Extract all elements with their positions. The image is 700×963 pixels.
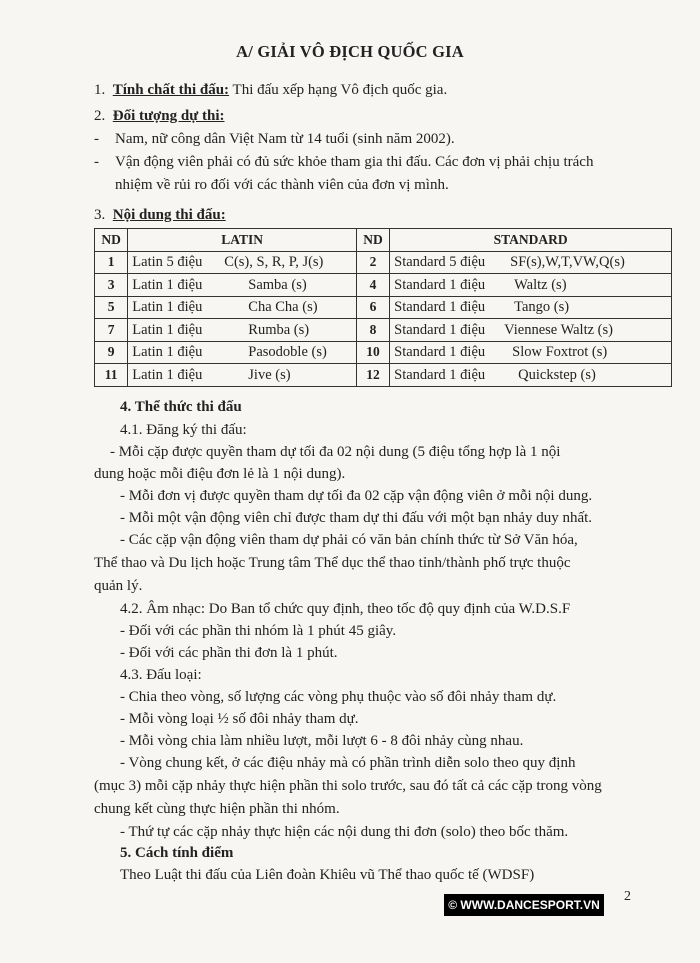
section-1 — [94, 82, 447, 99]
section-5-text: Theo Luật thi đấu của Liên đoàn Khiêu vũ Thể thao quốc tế (WDSF) — [120, 867, 535, 883]
standard-label: Standard 5 điệu — [394, 254, 486, 271]
latin-dances: Rumba (s) — [248, 321, 310, 338]
standard-nd: 2 — [356, 251, 389, 274]
latin-event — [128, 274, 357, 297]
latin-nd: 7 — [95, 319, 128, 342]
section-1-number: 1. — [94, 82, 106, 98]
events-table — [94, 228, 672, 387]
latin-event — [128, 319, 357, 342]
paragraph-4-1-c: - Mỗi đơn vị được quyền tham dự tối đa 02 cặp vận động viên ở mỗi nội dung. — [120, 488, 593, 504]
standard-event — [390, 319, 672, 342]
header-standard: STANDARD — [390, 229, 672, 252]
table-row — [95, 341, 672, 364]
section-1-text: Thi đấu xếp hạng Vô địch quốc gia. — [229, 82, 448, 98]
section-1-heading: Tính chất thi đấu: — [112, 82, 230, 98]
paragraph-4-3-f: chung kết cùng thực hiện phần thi nhóm. — [94, 801, 340, 817]
paragraph-4-2-a: - Đối với các phần thi nhóm là 1 phút 45 giây. — [120, 623, 397, 639]
paragraph-4-1-b: dung hoặc mỗi điệu đơn lẻ là 1 nội dung). — [94, 466, 346, 482]
standard-dances: Quickstep (s) — [518, 366, 596, 383]
section-4-2-heading: 4.2. Âm nhạc: Do Ban tổ chức quy định, theo tốc độ quy định của W.D.S.F — [120, 601, 571, 617]
paragraph-4-3-g: - Thứ tự các cặp nhảy thực hiện các nội dung thi đơn (solo) theo bốc thăm. — [120, 824, 569, 840]
page-number: 2 — [624, 889, 631, 904]
section-2-bullet-1: - — [94, 131, 99, 147]
header-latin: LATIN — [128, 229, 357, 252]
standard-nd: 6 — [356, 296, 389, 319]
standard-label: Standard 1 điệu — [394, 276, 486, 293]
latin-dances: C(s), S, R, P, J(s) — [224, 254, 324, 271]
header-nd-latin: ND — [95, 229, 128, 252]
section-2-bullet-2: - — [94, 154, 99, 170]
latin-label: Latin 1 điệu — [132, 299, 203, 316]
section-3 — [94, 207, 226, 224]
standard-event — [390, 364, 672, 387]
standard-event — [390, 341, 672, 364]
paragraph-4-1-d: - Mỗi một vận động viên chỉ được tham dự thi đấu với một bạn nhảy duy nhất. — [120, 510, 593, 526]
section-2-bullet-2-text-b: nhiệm về rủi ro đối với các thành viên của đơn vị mình. — [115, 177, 449, 193]
standard-nd: 8 — [356, 319, 389, 342]
paragraph-4-3-a: - Chia theo vòng, số lượng các vòng phụ thuộc vào số đôi nhảy tham dự. — [120, 689, 557, 705]
standard-nd: 12 — [356, 364, 389, 387]
standard-dances: SF(s),W,T,VW,Q(s) — [510, 254, 625, 271]
standard-dances: Viennese Waltz (s) — [504, 321, 613, 338]
section-4-1-heading: 4.1. Đăng ký thi đấu: — [120, 422, 247, 438]
standard-label: Standard 1 điệu — [394, 366, 486, 383]
latin-nd: 1 — [95, 251, 128, 274]
latin-label: Latin 1 điệu — [132, 344, 203, 361]
latin-event — [128, 364, 357, 387]
section-2-bullet-2-text-a: Vận động viên phải có đủ sức khỏe tham gia thi đấu. Các đơn vị phải chịu trách — [115, 154, 594, 170]
header-nd-standard: ND — [356, 229, 389, 252]
section-3-heading: Nội dung thi đấu: — [112, 207, 226, 223]
paragraph-4-2-b: - Đối với các phần thi đơn là 1 phút. — [120, 645, 338, 661]
table-row — [95, 319, 672, 342]
table-header-row — [95, 229, 672, 252]
latin-nd: 11 — [95, 364, 128, 387]
standard-label: Standard 1 điệu — [394, 299, 486, 316]
section-4-heading: 4. Thể thức thi đấu — [120, 399, 242, 415]
latin-event — [128, 296, 357, 319]
standard-event — [390, 296, 672, 319]
latin-nd: 3 — [95, 274, 128, 297]
latin-dances: Pasodoble (s) — [248, 344, 327, 361]
section-3-number: 3. — [94, 207, 106, 223]
standard-nd: 4 — [356, 274, 389, 297]
latin-label: Latin 1 điệu — [132, 321, 203, 338]
standard-event — [390, 251, 672, 274]
paragraph-4-1-g: quản lý. — [94, 578, 143, 594]
table-row — [95, 274, 672, 297]
paragraph-4-3-e: (mục 3) mỗi cặp nhảy thực hiện phần thi solo trước, sau đó tất cả các cặp trong vòng — [94, 778, 602, 794]
latin-label: Latin 5 điệu — [132, 254, 203, 271]
section-2 — [94, 108, 225, 125]
watermark-link[interactable]: © WWW.DANCESPORT.VN — [444, 894, 604, 916]
paragraph-4-3-d: - Vòng chung kết, ở các điệu nhảy mà có phần trình diễn solo theo quy định — [120, 755, 576, 771]
latin-nd: 9 — [95, 341, 128, 364]
table-row — [95, 296, 672, 319]
table-row — [95, 364, 672, 387]
standard-label: Standard 1 điệu — [394, 321, 486, 338]
section-4-3-heading: 4.3. Đấu loại: — [120, 667, 202, 683]
latin-event — [128, 251, 357, 274]
section-2-heading: Đối tượng dự thi: — [112, 108, 225, 124]
section-5-heading: 5. Cách tính điểm — [120, 845, 234, 861]
latin-label: Latin 1 điệu — [132, 366, 203, 383]
standard-nd: 10 — [356, 341, 389, 364]
standard-dances: Tango (s) — [514, 299, 570, 316]
latin-label: Latin 1 điệu — [132, 276, 203, 293]
standard-event — [390, 274, 672, 297]
latin-nd: 5 — [95, 296, 128, 319]
standard-dances: Waltz (s) — [514, 276, 567, 293]
latin-event — [128, 341, 357, 364]
paragraph-4-1-e: - Các cặp vận động viên tham dự phải có văn bản chính thức từ Sở Văn hóa, — [120, 532, 578, 548]
standard-dances: Slow Foxtrot (s) — [512, 344, 608, 361]
page-title: A/ GIẢI VÔ ĐỊCH QUỐC GIA — [236, 42, 464, 61]
standard-label: Standard 1 điệu — [394, 344, 486, 361]
section-2-bullet-1-text: Nam, nữ công dân Việt Nam từ 14 tuổi (sinh năm 2002). — [115, 131, 455, 147]
paragraph-4-1-f: Thể thao và Du lịch hoặc Trung tâm Thể dục thể thao tỉnh/thành phố trực thuộc — [94, 555, 571, 571]
paragraph-4-1-a: - Mỗi cặp được quyền tham dự tối đa 02 nội dung (5 điệu tổng hợp là 1 nội — [110, 444, 561, 460]
paragraph-4-3-c: - Mỗi vòng chia làm nhiều lượt, mỗi lượt 6 - 8 đôi nhảy cùng nhau. — [120, 733, 524, 749]
section-2-number: 2. — [94, 108, 106, 124]
latin-dances: Samba (s) — [248, 276, 307, 293]
latin-dances: Jive (s) — [248, 366, 291, 383]
latin-dances: Cha Cha (s) — [248, 299, 318, 316]
table-row — [95, 251, 672, 274]
paragraph-4-3-b: - Mỗi vòng loại ½ số đôi nhảy tham dự. — [120, 711, 359, 727]
